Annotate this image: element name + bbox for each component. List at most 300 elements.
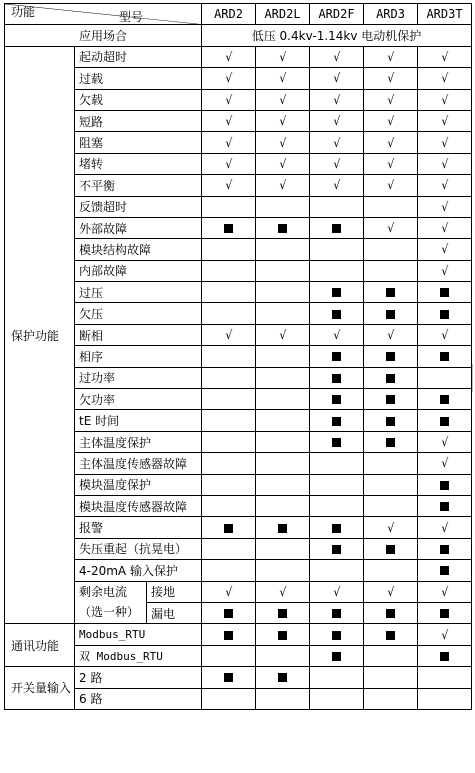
filled-square-icon (440, 395, 449, 404)
feature-name: 欠载 (75, 89, 202, 110)
check-mark-icon: √ (279, 92, 286, 107)
model-col-header: ARD3T (418, 4, 472, 25)
check-mark-icon: √ (441, 328, 448, 343)
check-mark-icon: √ (441, 456, 448, 471)
filled-square-icon (332, 374, 341, 383)
filled-square-icon (440, 288, 449, 297)
support-cell (418, 624, 472, 645)
model-header-label: 型号 (119, 10, 144, 24)
table-row (5, 303, 472, 324)
support-cell (256, 196, 310, 217)
support-cell (310, 431, 364, 452)
feature-name: 断相 (75, 324, 202, 345)
support-cell (364, 538, 418, 559)
group-label-communication: 通讯功能 (5, 624, 75, 667)
support-cell (256, 217, 310, 238)
filled-square-icon (332, 524, 341, 533)
filled-square-icon (278, 609, 287, 618)
group-label-switch-input: 开关量输入 (5, 667, 75, 710)
support-cell (202, 431, 256, 452)
support-cell (364, 153, 418, 174)
filled-square-icon (224, 524, 233, 533)
filled-square-icon (440, 352, 449, 361)
residual-current-line2: （选一种） (79, 605, 140, 620)
support-cell (310, 282, 364, 303)
table-row (5, 581, 472, 602)
filled-square-icon (386, 395, 395, 404)
support-cell (256, 324, 310, 345)
filled-square-icon (332, 545, 341, 554)
filled-square-icon (440, 652, 449, 661)
support-cell (364, 688, 418, 709)
support-cell (418, 410, 472, 431)
check-mark-icon: √ (387, 49, 394, 64)
application-value: 低压 0.4kv-1.14kv 电动机保护 (202, 25, 472, 46)
feature-name: 双 Modbus_RTU (75, 645, 202, 666)
filled-square-icon (440, 310, 449, 319)
table-row (5, 474, 472, 495)
support-cell (202, 175, 256, 196)
support-cell (418, 68, 472, 89)
check-mark-icon: √ (225, 328, 232, 343)
feature-name: 堵转 (75, 153, 202, 174)
feature-name: 阻塞 (75, 132, 202, 153)
support-cell (364, 410, 418, 431)
filled-square-icon (278, 524, 287, 533)
table-row (5, 538, 472, 559)
model-col-header: ARD2L (256, 4, 310, 25)
model-col-header: ARD2F (310, 4, 364, 25)
filled-square-icon (386, 310, 395, 319)
support-cell (202, 538, 256, 559)
filled-square-icon (386, 631, 395, 640)
support-cell (310, 624, 364, 645)
support-cell (310, 517, 364, 538)
support-cell (418, 367, 472, 388)
feature-name: 主体温度传感器故障 (75, 453, 202, 474)
feature-name: 模块温度保护 (75, 474, 202, 495)
feature-name: 6 路 (75, 688, 202, 709)
support-cell (418, 153, 472, 174)
support-cell (256, 282, 310, 303)
feature-name: 起动超时 (75, 46, 202, 67)
feature-name: 外部故障 (75, 217, 202, 238)
feature-name: 4-20mA 输入保护 (75, 560, 202, 581)
table-row (5, 431, 472, 452)
support-cell (202, 196, 256, 217)
filled-square-icon (224, 609, 233, 618)
filled-square-icon (440, 609, 449, 618)
feature-name: 欠压 (75, 303, 202, 324)
support-cell (310, 346, 364, 367)
support-cell (202, 260, 256, 281)
table-row (5, 667, 472, 688)
support-cell (256, 431, 310, 452)
check-mark-icon: √ (279, 49, 286, 64)
feature-name: 内部故障 (75, 260, 202, 281)
check-mark-icon: √ (333, 92, 340, 107)
filled-square-icon (224, 631, 233, 640)
diagonal-header-cell (5, 4, 202, 25)
feature-name: 接地 (147, 581, 202, 602)
support-cell (364, 474, 418, 495)
table-row (5, 153, 472, 174)
table-row (5, 389, 472, 410)
support-cell (256, 367, 310, 388)
filled-square-icon (440, 545, 449, 554)
support-cell (202, 239, 256, 260)
support-cell (310, 260, 364, 281)
support-cell (202, 453, 256, 474)
feature-name: tE 时间 (75, 410, 202, 431)
check-mark-icon: √ (279, 584, 286, 599)
support-cell (364, 217, 418, 238)
support-cell (256, 132, 310, 153)
table-row (5, 175, 472, 196)
check-mark-icon: √ (225, 135, 232, 150)
support-cell (202, 153, 256, 174)
check-mark-icon: √ (441, 114, 448, 129)
feature-name: 报警 (75, 517, 202, 538)
support-cell (256, 68, 310, 89)
check-mark-icon: √ (279, 114, 286, 129)
table-row (5, 260, 472, 281)
filled-square-icon (386, 288, 395, 297)
check-mark-icon: √ (387, 135, 394, 150)
support-cell (418, 239, 472, 260)
application-label: 应用场合 (5, 25, 202, 46)
filled-square-icon (386, 352, 395, 361)
check-mark-icon: √ (225, 584, 232, 599)
support-cell (418, 282, 472, 303)
support-cell (364, 132, 418, 153)
filled-square-icon (332, 652, 341, 661)
filled-square-icon (278, 673, 287, 682)
filled-square-icon (440, 566, 449, 575)
table-row (5, 282, 472, 303)
feature-name: 短路 (75, 110, 202, 131)
support-cell (202, 495, 256, 516)
support-cell (418, 688, 472, 709)
support-cell (310, 217, 364, 238)
check-mark-icon: √ (225, 156, 232, 171)
support-cell (364, 303, 418, 324)
feature-name: 模块结构故障 (75, 239, 202, 260)
support-cell (364, 110, 418, 131)
support-cell (256, 410, 310, 431)
check-mark-icon: √ (225, 178, 232, 193)
support-cell (418, 667, 472, 688)
check-mark-icon: √ (333, 328, 340, 343)
filled-square-icon (332, 288, 341, 297)
support-cell (202, 645, 256, 666)
check-mark-icon: √ (441, 135, 448, 150)
check-mark-icon: √ (333, 114, 340, 129)
filled-square-icon (332, 417, 341, 426)
support-cell (256, 46, 310, 67)
support-cell (202, 667, 256, 688)
support-cell (364, 239, 418, 260)
filled-square-icon (440, 481, 449, 490)
support-cell (364, 196, 418, 217)
check-mark-icon: √ (441, 627, 448, 642)
support-cell (364, 346, 418, 367)
support-cell (310, 602, 364, 623)
support-cell (418, 645, 472, 666)
support-cell (256, 581, 310, 602)
model-col-header: ARD3 (364, 4, 418, 25)
support-cell (256, 346, 310, 367)
support-cell (202, 68, 256, 89)
support-cell (202, 474, 256, 495)
check-mark-icon: √ (333, 135, 340, 150)
check-mark-icon: √ (441, 156, 448, 171)
support-cell (418, 431, 472, 452)
check-mark-icon: √ (333, 49, 340, 64)
table-row (5, 346, 472, 367)
check-mark-icon: √ (279, 135, 286, 150)
support-cell (310, 645, 364, 666)
feature-name: 欠功率 (75, 389, 202, 410)
support-cell (418, 89, 472, 110)
support-cell (364, 46, 418, 67)
support-cell (418, 110, 472, 131)
check-mark-icon: √ (279, 178, 286, 193)
support-cell (256, 303, 310, 324)
model-col-header: ARD2 (202, 4, 256, 25)
check-mark-icon: √ (441, 242, 448, 257)
feature-name: 过压 (75, 282, 202, 303)
filled-square-icon (440, 417, 449, 426)
support-cell (310, 453, 364, 474)
support-cell (364, 389, 418, 410)
feature-name: 相序 (75, 346, 202, 367)
table-row (5, 217, 472, 238)
support-cell (202, 132, 256, 153)
feature-name: 不平衡 (75, 175, 202, 196)
check-mark-icon: √ (333, 584, 340, 599)
feature-name: 模块温度传感器故障 (75, 495, 202, 516)
support-cell (256, 624, 310, 645)
support-cell (418, 46, 472, 67)
support-cell (310, 303, 364, 324)
check-mark-icon: √ (225, 71, 232, 86)
feature-name: 失压重起（抗晃电） (75, 538, 202, 559)
support-cell (418, 453, 472, 474)
support-cell (418, 346, 472, 367)
table-row (5, 367, 472, 388)
support-cell (364, 624, 418, 645)
check-mark-icon: √ (441, 71, 448, 86)
support-cell (364, 282, 418, 303)
support-cell (418, 474, 472, 495)
check-mark-icon: √ (387, 114, 394, 129)
function-header-label: 功能 (11, 5, 36, 20)
support-cell (256, 495, 310, 516)
support-cell (310, 175, 364, 196)
support-cell (202, 303, 256, 324)
support-cell (310, 132, 364, 153)
check-mark-icon: √ (387, 178, 394, 193)
check-mark-icon: √ (333, 178, 340, 193)
support-cell (310, 46, 364, 67)
support-cell (310, 110, 364, 131)
table-row (5, 68, 472, 89)
table-row (5, 453, 472, 474)
support-cell (202, 46, 256, 67)
check-mark-icon: √ (387, 520, 394, 535)
support-cell (202, 89, 256, 110)
filled-square-icon (386, 545, 395, 554)
support-cell (202, 367, 256, 388)
check-mark-icon: √ (279, 71, 286, 86)
support-cell (364, 495, 418, 516)
header-row (5, 4, 472, 25)
support-cell (256, 453, 310, 474)
check-mark-icon: √ (387, 221, 394, 236)
check-mark-icon: √ (441, 178, 448, 193)
table-row (5, 688, 472, 709)
support-cell (310, 495, 364, 516)
check-mark-icon: √ (441, 263, 448, 278)
support-cell (364, 68, 418, 89)
support-cell (364, 324, 418, 345)
support-cell (418, 538, 472, 559)
support-cell (256, 474, 310, 495)
support-cell (202, 581, 256, 602)
support-cell (256, 688, 310, 709)
support-cell (256, 538, 310, 559)
check-mark-icon: √ (387, 584, 394, 599)
check-mark-icon: √ (279, 156, 286, 171)
support-cell (364, 645, 418, 666)
filled-square-icon (386, 438, 395, 447)
support-cell (256, 645, 310, 666)
check-mark-icon: √ (441, 92, 448, 107)
support-cell (256, 389, 310, 410)
group-label-protection: 保护功能 (5, 46, 75, 624)
filled-square-icon (278, 631, 287, 640)
check-mark-icon: √ (441, 520, 448, 535)
filled-square-icon (224, 673, 233, 682)
check-mark-icon: √ (441, 221, 448, 236)
support-cell (310, 474, 364, 495)
check-mark-icon: √ (333, 156, 340, 171)
support-cell (364, 667, 418, 688)
table-row (5, 560, 472, 581)
support-cell (202, 324, 256, 345)
support-cell (364, 175, 418, 196)
table-row (5, 46, 472, 67)
support-cell (418, 495, 472, 516)
table-row (5, 495, 472, 516)
support-cell (310, 688, 364, 709)
support-cell (256, 175, 310, 196)
check-mark-icon: √ (387, 71, 394, 86)
filled-square-icon (332, 310, 341, 319)
feature-name: 2 路 (75, 667, 202, 688)
support-cell (202, 624, 256, 645)
support-cell (310, 367, 364, 388)
table-row (5, 196, 472, 217)
filled-square-icon (440, 502, 449, 511)
check-mark-icon: √ (441, 435, 448, 449)
support-cell (418, 517, 472, 538)
check-mark-icon: √ (387, 156, 394, 171)
feature-name: 反馈超时 (75, 196, 202, 217)
check-mark-icon: √ (225, 49, 232, 64)
filled-square-icon (278, 224, 287, 233)
support-cell (364, 89, 418, 110)
check-mark-icon: √ (333, 71, 340, 86)
support-cell (202, 602, 256, 623)
filled-square-icon (386, 609, 395, 618)
residual-current-label (75, 581, 147, 624)
support-cell (256, 260, 310, 281)
support-cell (418, 560, 472, 581)
support-cell (202, 389, 256, 410)
support-cell (256, 239, 310, 260)
table-row (5, 132, 472, 153)
check-mark-icon: √ (387, 92, 394, 107)
support-cell (418, 132, 472, 153)
support-cell (310, 324, 364, 345)
support-cell (310, 538, 364, 559)
table-row (5, 645, 472, 666)
table-row (5, 110, 472, 131)
support-cell (418, 260, 472, 281)
filled-square-icon (332, 224, 341, 233)
support-cell (256, 110, 310, 131)
check-mark-icon: √ (441, 584, 448, 599)
check-mark-icon: √ (441, 199, 448, 214)
feature-name: Modbus_RTU (75, 624, 202, 645)
feature-name: 漏电 (147, 602, 202, 623)
support-cell (202, 217, 256, 238)
support-cell (310, 410, 364, 431)
support-cell (364, 560, 418, 581)
feature-name: 过功率 (75, 367, 202, 388)
check-mark-icon: √ (441, 49, 448, 64)
check-mark-icon: √ (225, 114, 232, 129)
support-cell (364, 581, 418, 602)
support-cell (364, 517, 418, 538)
support-cell (202, 517, 256, 538)
support-cell (256, 560, 310, 581)
support-cell (364, 431, 418, 452)
filled-square-icon (332, 352, 341, 361)
application-row (5, 25, 472, 46)
filled-square-icon (386, 374, 395, 383)
support-cell (418, 217, 472, 238)
check-mark-icon: √ (387, 328, 394, 343)
filled-square-icon (332, 438, 341, 447)
filled-square-icon (332, 609, 341, 618)
support-cell (256, 153, 310, 174)
support-cell (418, 175, 472, 196)
filled-square-icon (386, 417, 395, 426)
support-cell (202, 346, 256, 367)
support-cell (364, 260, 418, 281)
support-cell (418, 324, 472, 345)
support-cell (310, 389, 364, 410)
support-cell (418, 581, 472, 602)
table-row (5, 624, 472, 645)
support-cell (364, 367, 418, 388)
table-row (5, 239, 472, 260)
support-cell (202, 110, 256, 131)
support-cell (310, 68, 364, 89)
